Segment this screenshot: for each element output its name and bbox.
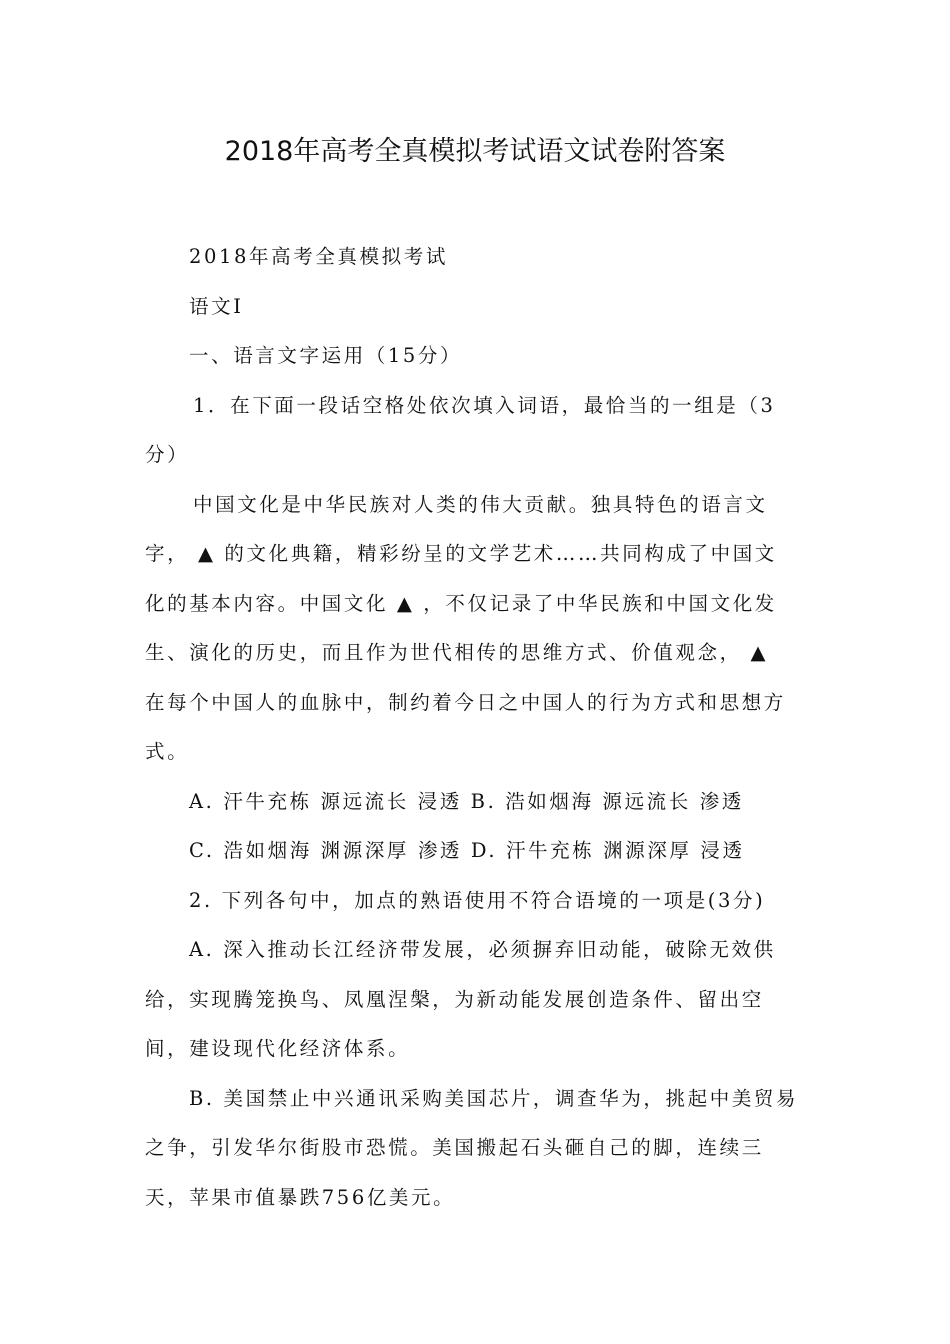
options-ab-line: A. 汗牛充栋 源远流长 浸透 B. 浩如烟海 源远流长 渗透 xyxy=(189,789,744,813)
passage-line-4: 生、演化的历史，而且作为世代相传的思维方式、价值观念， ▲ xyxy=(145,641,769,664)
document-body xyxy=(145,232,809,1222)
options-cd-line: C. 浩如烟海 渊源深厚 渗透 D. 汗牛充栋 渊源深厚 浸透 xyxy=(189,839,745,862)
question-1-line-1: 1．在下面一段话空格处依次填入词语，最恰当的一组是（3 xyxy=(193,393,776,417)
document-title: 2018年高考全真模拟考试语文试卷附答案 xyxy=(224,136,726,167)
passage-line-3: 化的基本内容。中国文化 ▲ ，不仅记录了中华民族和中国文化发 xyxy=(145,591,777,615)
option-b-line-1: B. 美国禁止中兴通讯采购美国芯片，调查华为，挑起中美贸易 xyxy=(189,1086,799,1110)
subject-line: 语文Ⅰ xyxy=(189,294,244,318)
section-heading: 一、语言文字运用（15分） xyxy=(189,344,463,367)
question-1-line-2: 分） xyxy=(145,443,190,466)
passage-line-5: 在每个中国人的血脉中，制约着今日之中国人的行为方式和思想方 xyxy=(145,690,786,714)
passage-line-1: 中国文化是中华民族对人类的伟大贡献。独具特色的语言文 xyxy=(193,492,768,516)
option-a-line-3: 间，建设现代化经济体系。 xyxy=(145,1037,411,1060)
option-b-line-3: 天，苹果市值暴跌756亿美元。 xyxy=(145,1185,456,1209)
option-a-line-2: 给，实现腾笼换鸟、凤凰涅槃，为新动能发展创造条件、留出空 xyxy=(145,987,764,1011)
passage-line-2: 字， ▲ 的文化典籍，精彩纷呈的文学艺术……共同构成了中国文 xyxy=(145,542,777,565)
question-2-line: 2. 下列各句中，加点的熟语使用不符合语境的一项是(3分) xyxy=(189,888,766,912)
option-a-line-1: A. 深入推动长江经济带发展，必须摒弃旧动能，破除无效供 xyxy=(189,938,776,961)
exam-name-line: 2018年高考全真模拟考试 xyxy=(189,245,448,268)
option-b-line-2: 之争，引发华尔街股市恐慌。美国搬起石头砸自己的脚，连续三 xyxy=(145,1136,764,1159)
passage-line-6: 式。 xyxy=(145,740,190,763)
